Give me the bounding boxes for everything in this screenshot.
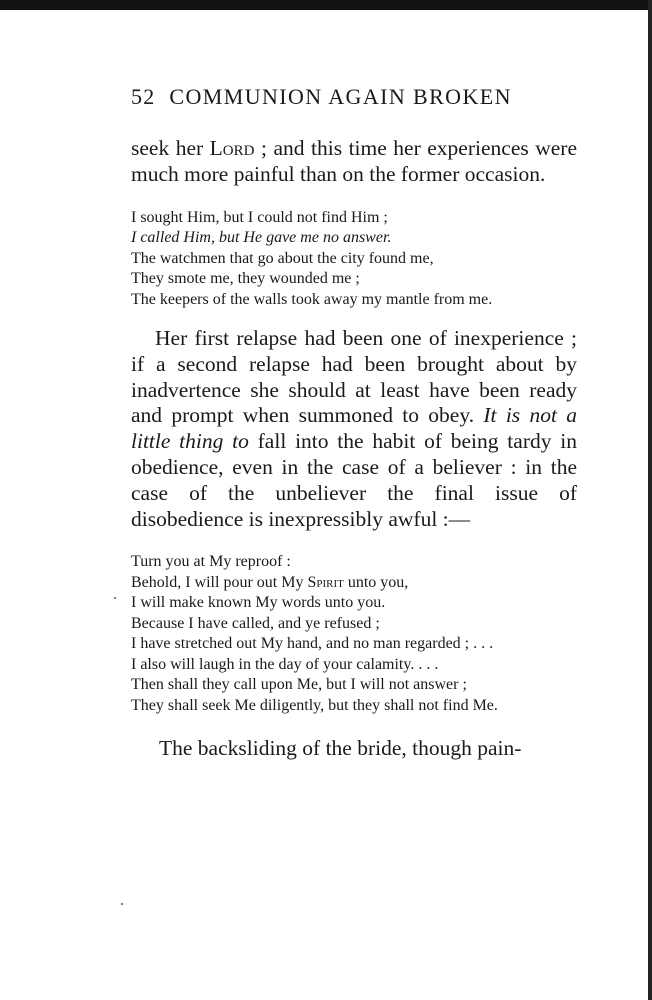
paragraph-emphasis: It is not a little thing to [131, 403, 577, 454]
verse-line: Then shall they call upon Me, but I will not answer ; [131, 676, 467, 694]
verse-line: I have stretched out My hand, and no man regarded ; . . . [131, 635, 494, 653]
verse-line: Because I have called, and ye refused ; [131, 614, 380, 632]
verse-line: I will make known My words unto you. [131, 594, 386, 612]
scan-speck [114, 597, 116, 599]
verse-line: I sought Him, but I could not find Him ; [131, 208, 388, 226]
verse-line-text: Behold, I will pour out My [131, 573, 308, 591]
song-of-songs-quotation [131, 208, 577, 311]
verse-line: They smote me, they wounded me ; [131, 270, 360, 288]
verse-line: I also will laugh in the day of your calamity. . . . [131, 655, 439, 673]
verse-line: Turn you at My reproof : [131, 553, 291, 571]
proverbs-quotation [131, 552, 577, 716]
paragraph-relapse [131, 326, 577, 532]
verse-line [131, 573, 577, 594]
running-head [131, 84, 577, 124]
paragraph-text: seek her [131, 136, 210, 160]
paragraph-text: ; and this time her experiences were much more painful than on the former occasion. [131, 136, 578, 186]
verse-line-text: unto you, [343, 573, 409, 591]
scan-top-border [0, 0, 652, 10]
verse-line [131, 228, 577, 249]
scan-right-border [648, 0, 652, 1000]
small-caps-spirit: Spirit [307, 573, 344, 591]
verse-line: The keepers of the walls took away my mantle from me. [131, 290, 493, 308]
scan-speck [121, 903, 123, 905]
small-caps-lord: Lord [209, 136, 255, 160]
verse-line: They shall seek Me diligently, but they shall not find Me. [131, 696, 498, 714]
paragraph-text: fall into the habit of being tardy in obedience, even in the case of a believer : in the case of the unbeliever the final issue of disobedience is inexpressibly awful :— [131, 429, 577, 531]
running-title: COMMUNION AGAIN BROKEN [169, 84, 512, 109]
book-page [131, 84, 577, 762]
paragraph-continued [131, 136, 577, 188]
page-number: 52 [131, 84, 156, 109]
paragraph-backsliding: The backsliding of the bride, though pain- [159, 736, 522, 761]
verse-line-italic: I called Him, but He gave me no answer. [131, 229, 392, 247]
paragraph-text: Her first relapse had been one of inexperience ; if a second relapse had been brought about by inadvertence she should at least have been ready and prompt when summoned to obey. [131, 326, 577, 428]
verse-line: The watchmen that go about the city found me, [131, 249, 434, 267]
